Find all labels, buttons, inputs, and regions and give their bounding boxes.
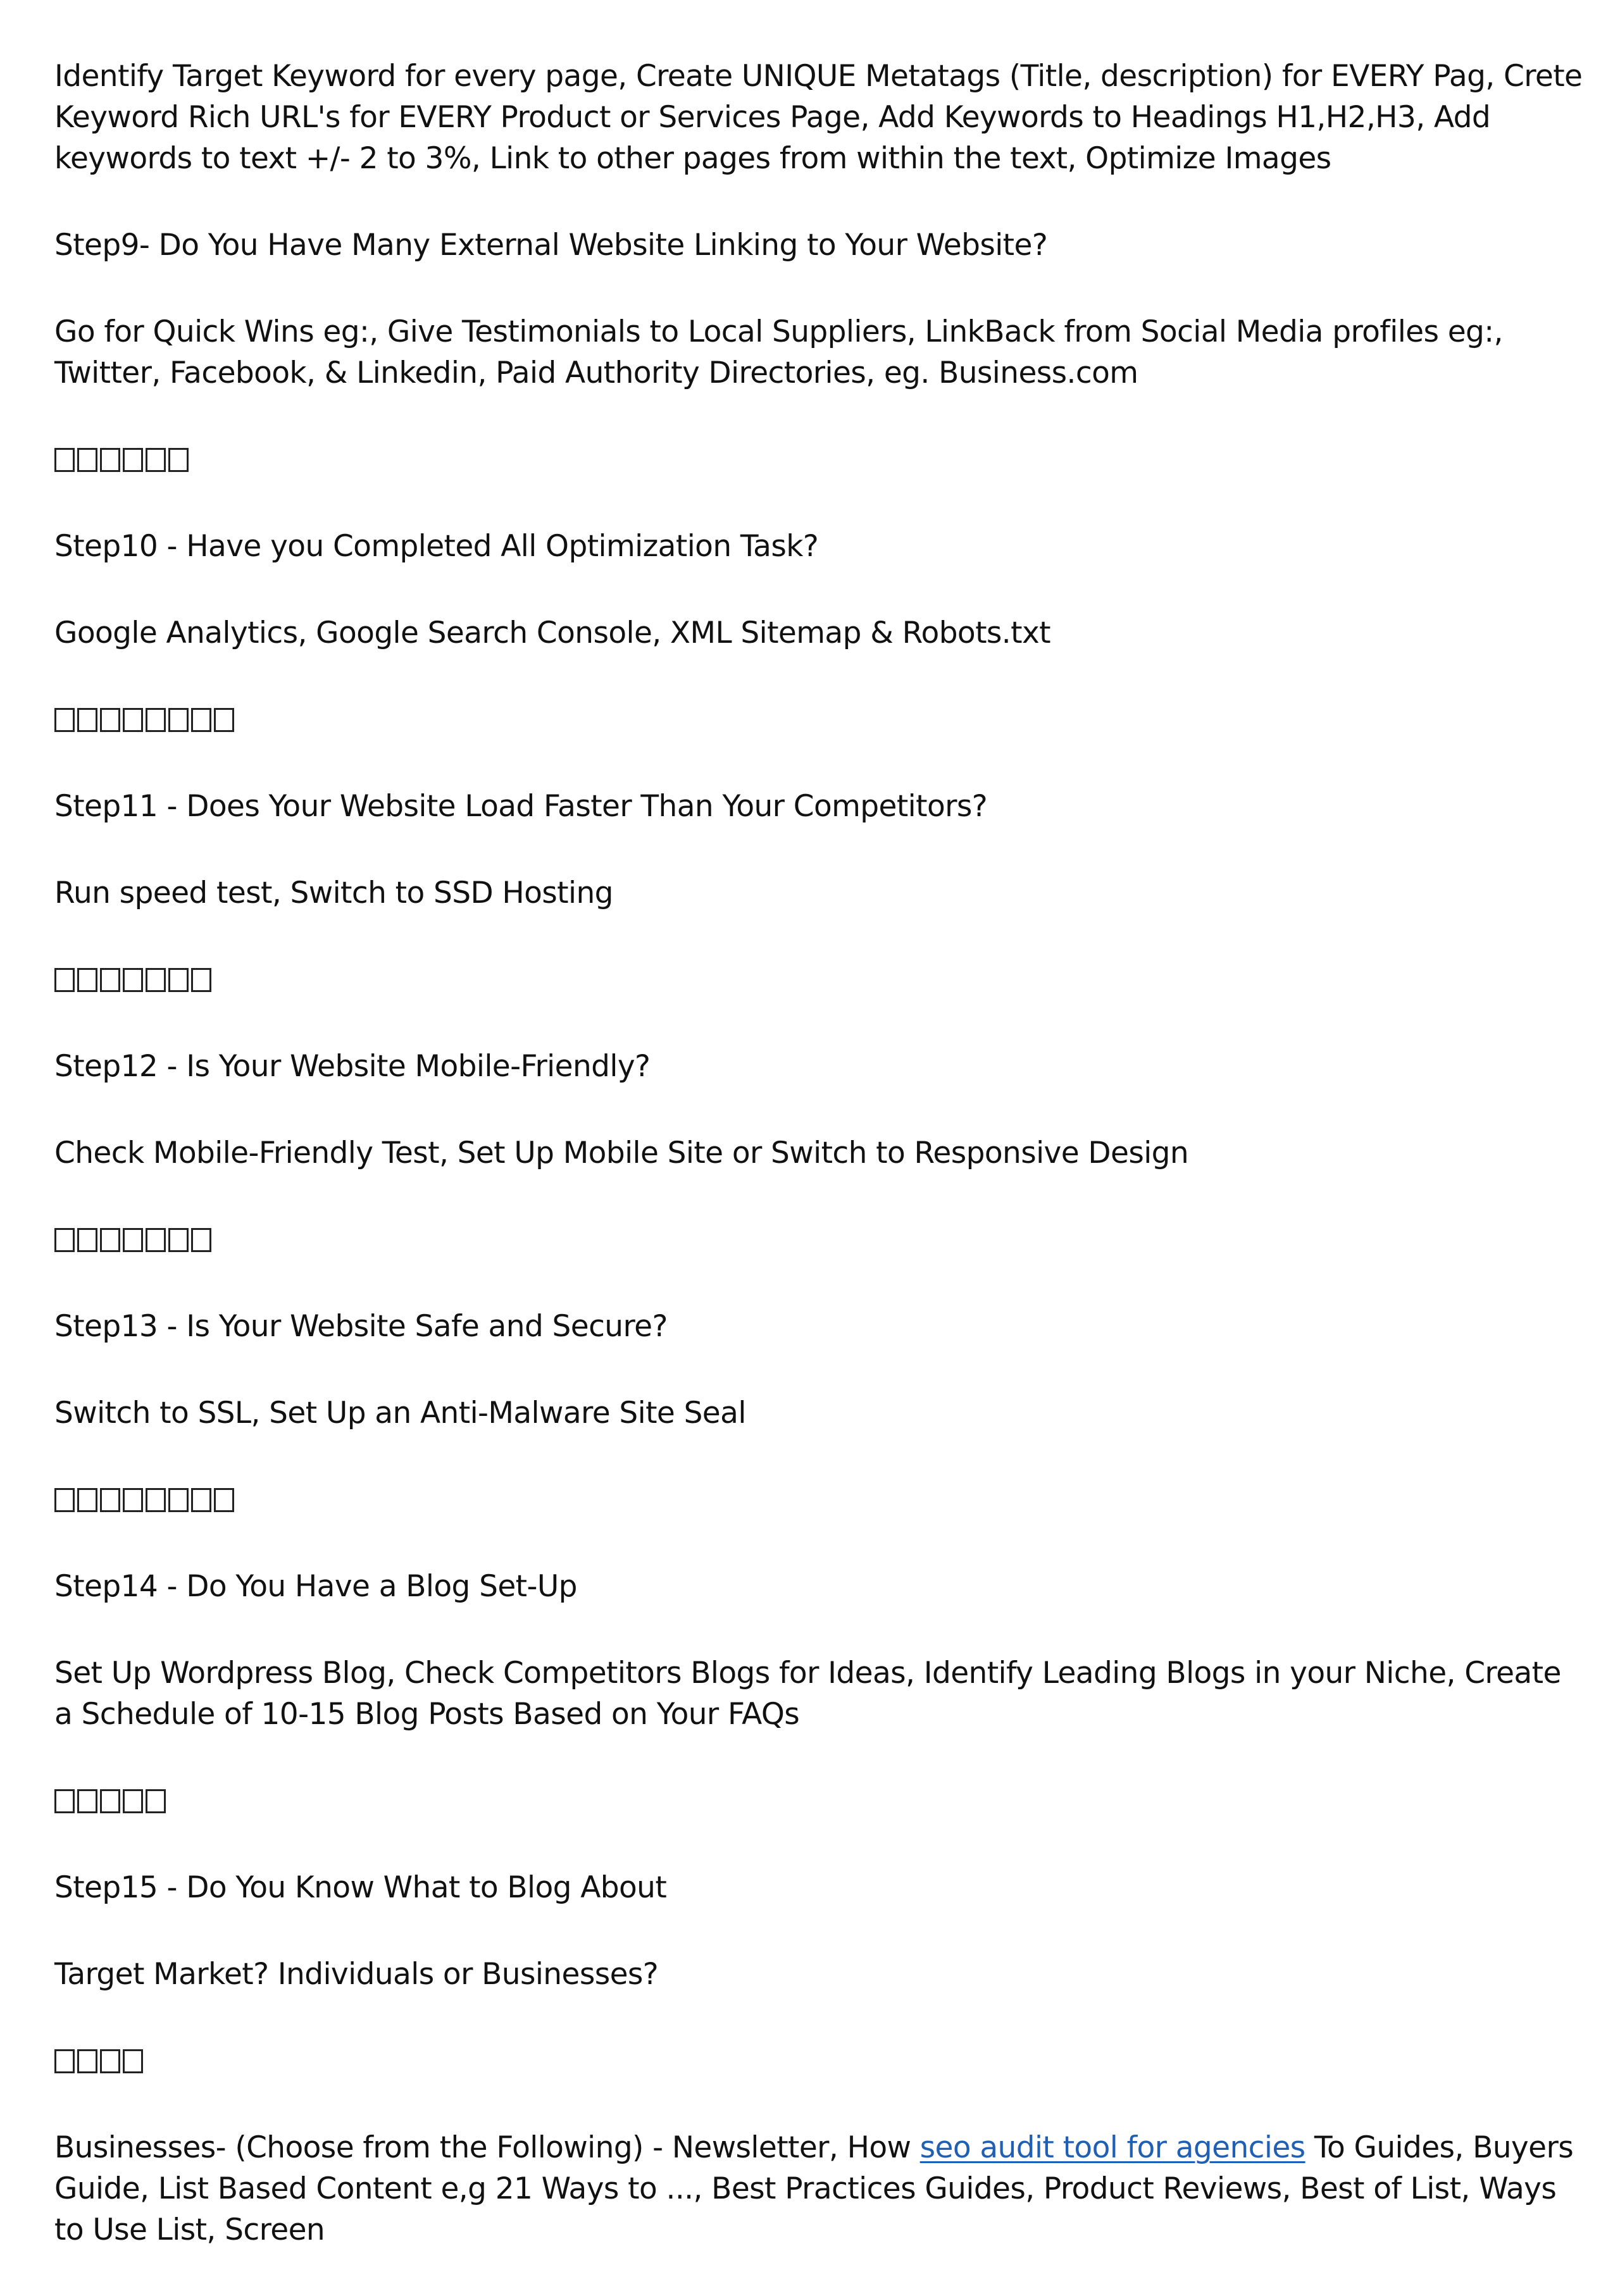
missing-glyph-box xyxy=(214,1488,234,1512)
missing-glyph-box xyxy=(100,1228,120,1252)
step9-text: Go for Quick Wins eg:, Give Testimonials to Local Suppliers, LinkBack from Social Media profiles eg:, Twitter, Facebook, & Linkedin, Paid Authority Directories, eg. Business.com xyxy=(54,314,1503,390)
missing-glyph-box xyxy=(123,1228,143,1252)
missing-glyph-box xyxy=(77,1488,97,1512)
missing-glyph-box xyxy=(54,448,75,472)
step14-text: Set Up Wordpress Blog, Check Competitors Blogs for Ideas, Identify Leading Blogs in your Niche, Create a Schedule of 10-15 Blog Posts Based on Your FAQs xyxy=(54,1656,1561,1732)
missing-glyph-box xyxy=(77,2049,97,2073)
missing-glyph-box xyxy=(100,1488,120,1512)
missing-glyph-boxes xyxy=(54,1479,1586,1520)
missing-glyph-box xyxy=(191,1228,211,1252)
missing-glyph-box xyxy=(191,708,211,732)
missing-glyph-box xyxy=(100,1789,120,1813)
missing-glyph-box xyxy=(77,1228,97,1252)
missing-glyph-box xyxy=(146,1488,166,1512)
businesses-text-after: To Guides, Buyers Guide, List Based Content e,g 21 Ways to ..., Best Practices Guides, Product Reviews, Best of List, Ways to Use List, Screen xyxy=(54,2130,1574,2247)
missing-glyph-boxes xyxy=(54,1780,1586,1821)
missing-glyph-box xyxy=(123,2049,143,2073)
missing-glyph-box xyxy=(168,968,189,992)
step12-text: Check Mobile-Friendly Test, Set Up Mobile Site or Switch to Responsive Design xyxy=(54,1136,1189,1170)
step14-heading: Step14 - Do You Have a Blog Set-Up xyxy=(54,1569,577,1604)
missing-glyph-box xyxy=(54,1488,75,1512)
seo-audit-tool-link[interactable]: seo audit tool for agencies xyxy=(919,2130,1305,2165)
missing-glyph-box xyxy=(146,1789,166,1813)
missing-glyph-box xyxy=(54,2049,75,2073)
missing-glyph-box xyxy=(54,708,75,732)
step10-heading: Step10 - Have you Completed All Optimization Task? xyxy=(54,529,819,564)
businesses-paragraph xyxy=(54,2127,1586,2250)
missing-glyph-box xyxy=(168,1228,189,1252)
missing-glyph-box xyxy=(191,968,211,992)
missing-glyph-box xyxy=(168,448,189,472)
step13-text: Switch to SSL, Set Up an Anti-Malware Site Seal xyxy=(54,1396,746,1430)
missing-glyph-boxes xyxy=(54,1219,1586,1260)
missing-glyph-box xyxy=(168,708,189,732)
missing-glyph-box xyxy=(123,708,143,732)
step12-heading: Step12 - Is Your Website Mobile-Friendly? xyxy=(54,1049,651,1084)
missing-glyph-box xyxy=(77,968,97,992)
missing-glyph-box xyxy=(146,968,166,992)
missing-glyph-boxes xyxy=(54,2040,1586,2082)
document-page xyxy=(54,56,1586,2296)
missing-glyph-box xyxy=(123,1789,143,1813)
missing-glyph-box xyxy=(123,448,143,472)
missing-glyph-box xyxy=(100,448,120,472)
missing-glyph-box xyxy=(123,1488,143,1512)
step15-heading: Step15 - Do You Know What to Blog About xyxy=(54,1870,667,1905)
missing-glyph-box xyxy=(146,1228,166,1252)
missing-glyph-box xyxy=(77,448,97,472)
missing-glyph-box xyxy=(214,708,234,732)
missing-glyph-box xyxy=(146,448,166,472)
missing-glyph-boxes xyxy=(54,699,1586,740)
businesses-text-before: Businesses- (Choose from the Following) - Newsletter, How xyxy=(54,2130,920,2165)
missing-glyph-box xyxy=(77,1789,97,1813)
step9-heading: Step9- Do You Have Many External Website Linking to Your Website? xyxy=(54,228,1048,263)
missing-glyph-boxes xyxy=(54,959,1586,1000)
step10-text: Google Analytics, Google Search Console, XML Sitemap & Robots.txt xyxy=(54,616,1051,650)
missing-glyph-box xyxy=(191,1488,211,1512)
missing-glyph-box xyxy=(54,1228,75,1252)
missing-glyph-box xyxy=(168,1488,189,1512)
missing-glyph-box xyxy=(77,708,97,732)
missing-glyph-box xyxy=(100,968,120,992)
step11-heading: Step11 - Does Your Website Load Faster Than Your Competitors? xyxy=(54,789,988,824)
missing-glyph-box xyxy=(123,968,143,992)
missing-glyph-boxes xyxy=(54,439,1586,480)
missing-glyph-box xyxy=(54,968,75,992)
step13-heading: Step13 - Is Your Website Safe and Secure? xyxy=(54,1309,668,1344)
missing-glyph-box xyxy=(54,1789,75,1813)
missing-glyph-box xyxy=(146,708,166,732)
step15-text: Target Market? Individuals or Businesses? xyxy=(54,1957,659,1992)
step11-text: Run speed test, Switch to SSD Hosting xyxy=(54,876,613,910)
intro-paragraph: Identify Target Keyword for every page, Create UNIQUE Metatags (Title, description) for EVERY Pag, Crete Keyword Rich URL's for EVERY Product or Services Page, Add Keywords to Headings H1,H2,H3, Add keywords to text +/- 2 to 3%, Link to other pages from within the text, Optimize Images xyxy=(54,59,1583,176)
missing-glyph-box xyxy=(100,708,120,732)
missing-glyph-box xyxy=(100,2049,120,2073)
